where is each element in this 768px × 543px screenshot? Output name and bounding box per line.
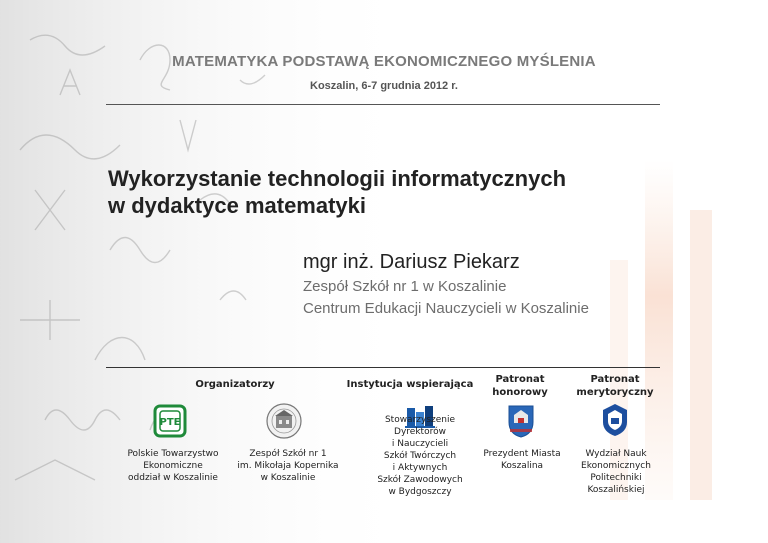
org-school-line-1: Zespół Szkół nr 1 bbox=[249, 449, 327, 459]
org-school-name bbox=[232, 448, 344, 484]
pte-logo-text: PTE bbox=[159, 417, 181, 428]
honorary-label-line-1: Patronat bbox=[495, 374, 545, 385]
supporting-institution-label: Instytucja wspierająca bbox=[346, 379, 474, 390]
merit-line-2: Ekonomicznych bbox=[581, 461, 651, 471]
merit-line-3: Politechniki bbox=[590, 473, 642, 483]
merit-label-line-1: Patronat bbox=[590, 374, 640, 385]
pte-logo bbox=[153, 404, 187, 438]
support-line-7: w Bydgoszczy bbox=[388, 487, 452, 497]
honorary-line-1: Prezydent Miasta bbox=[483, 449, 561, 459]
university-logo bbox=[600, 402, 630, 438]
support-line-3: i Nauczycieli bbox=[391, 439, 449, 449]
support-line-5: i Aktywnych bbox=[392, 463, 448, 473]
author-affiliation-center: Centrum Edukacji Nauczycieli w Koszalinie bbox=[303, 300, 589, 317]
merit-patronage-label bbox=[570, 373, 660, 399]
merit-label-line-2: merytoryczny bbox=[576, 387, 654, 398]
honorary-line-2: Koszalina bbox=[500, 461, 544, 471]
merit-line-4: Koszalińskiej bbox=[587, 485, 645, 495]
koszalin-city-crest-logo bbox=[506, 403, 536, 439]
org-pte-line-2: Ekonomiczne bbox=[143, 461, 203, 471]
organizers-label: Organizatorzy bbox=[195, 379, 275, 390]
org-pte-line-3: oddział w Koszalinie bbox=[128, 473, 218, 483]
support-line-6: Szkół Zawodowych bbox=[377, 475, 463, 485]
honorary-label-line-2: honorowy bbox=[492, 387, 548, 398]
presentation-title-line-1: Wykorzystanie technologii informatycznych bbox=[108, 166, 567, 191]
support-institution-name bbox=[360, 414, 480, 498]
school-crest-logo bbox=[264, 402, 304, 440]
support-line-2: Dyrektorów bbox=[394, 427, 446, 437]
support-line-1: Stowarzyszenie bbox=[384, 415, 456, 425]
org-pte-line-1: Polskie Towarzystwo bbox=[127, 449, 219, 459]
honorary-patronage-label bbox=[480, 373, 560, 399]
footer-divider bbox=[106, 367, 660, 368]
merit-line-1: Wydział Nauk bbox=[585, 449, 647, 459]
honorary-patron-name bbox=[476, 448, 568, 472]
conference-place-date: Koszalin, 6-7 grudnia 2012 r. bbox=[310, 80, 458, 92]
header-divider bbox=[106, 104, 660, 105]
author-name: mgr inż. Dariusz Piekarz bbox=[303, 251, 520, 273]
conference-title: MATEMATYKA PODSTAWĄ EKONOMICZNEGO MYŚLENIA bbox=[172, 53, 596, 70]
support-line-4: Szkół Twórczych bbox=[383, 451, 457, 461]
org-school-line-3: w Koszalinie bbox=[260, 473, 316, 483]
author-affiliation-school: Zespół Szkół nr 1 w Koszalinie bbox=[303, 278, 507, 295]
org-school-line-2: im. Mikołaja Kopernika bbox=[237, 461, 339, 471]
org-pte-name bbox=[122, 448, 224, 484]
presentation-title bbox=[108, 165, 688, 219]
merit-patron-name bbox=[568, 448, 664, 496]
presentation-title-line-2: w dydaktyce matematyki bbox=[108, 193, 367, 218]
